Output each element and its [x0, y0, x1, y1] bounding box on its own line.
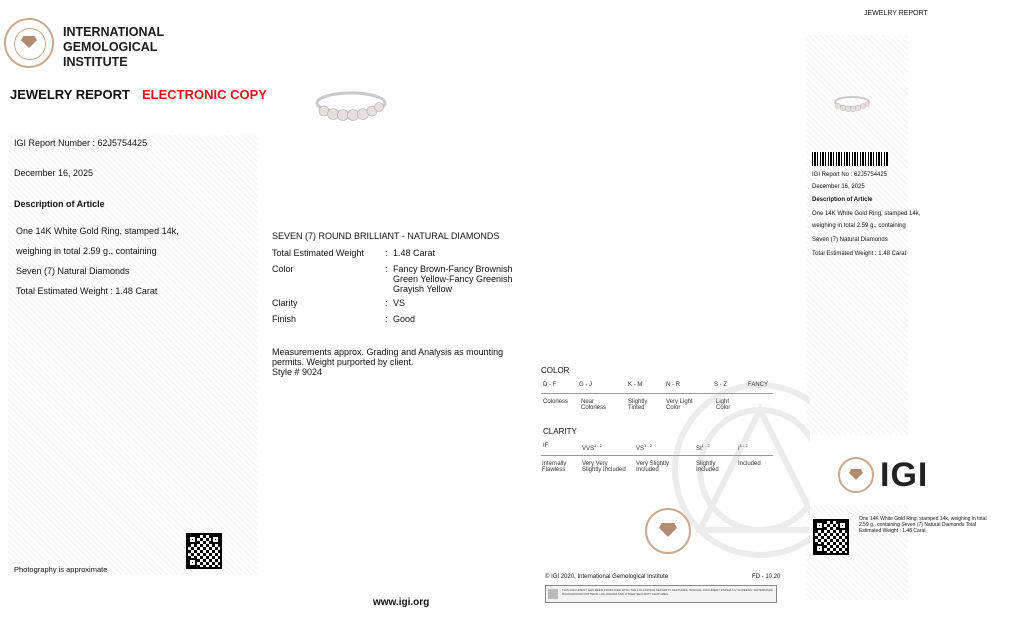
photo-note: Photography is approximate	[14, 565, 108, 574]
color-desc-slightly-tinted: Slightly Tinted	[628, 399, 648, 411]
color-scale-title: COLOR	[541, 366, 570, 375]
right-description-line-3: Seven (7) Natural Diamonds	[812, 237, 888, 243]
report-number: IGI Report Number : 62J5754425	[14, 138, 148, 148]
clarity-grade-if: IF	[543, 443, 549, 449]
color-desc-very-light: Very Light Color	[666, 399, 693, 411]
org-line-2: GEMOLOGICAL	[63, 40, 158, 54]
clarity-desc-si: Slightly Included	[696, 461, 719, 473]
clarity-value: VS	[393, 298, 406, 308]
ring-photo	[312, 86, 390, 124]
report-type: JEWELRY REPORT	[10, 87, 130, 102]
clarity-grade-vvs: VVS$^{1 - 2}$	[582, 443, 603, 452]
clarity-desc-vs: Very Slightly Included	[636, 461, 670, 473]
org-line-1: INTERNATIONAL	[63, 25, 165, 39]
clarity-desc-vvs: Very Very Slightly Included	[582, 461, 626, 473]
color-scale-divider	[541, 393, 773, 394]
clarity-scale-divider	[541, 455, 773, 456]
igi-seal-center	[645, 508, 691, 554]
clarity-colon: :	[385, 298, 388, 308]
barcode	[812, 152, 888, 166]
color-grade-g-j: G - J	[579, 382, 592, 388]
organization-name	[63, 25, 164, 70]
description-heading: Description of Article	[14, 199, 105, 209]
clarity-label: Clarity	[272, 298, 298, 308]
form-code: FD - 10.20	[752, 574, 781, 580]
color-colon: :	[385, 264, 388, 274]
color-desc-colorless: Colorless	[543, 399, 569, 405]
description-line-4: Total Estimated Weight : 1.48 Carat	[16, 286, 158, 296]
weight-value: 1.48 Carat	[393, 248, 436, 258]
right-ring-photo	[832, 93, 872, 115]
right-description-line-2: weighing in total 2.59 g., containing	[812, 223, 906, 229]
color-grade-k-m: K - M	[628, 382, 643, 388]
copyright: © IGI 2020, International Gemological Institute	[545, 574, 669, 580]
igi-logo-text: IGI	[880, 456, 929, 494]
finish-colon: :	[385, 314, 388, 324]
color-grade-fancy: FANCY	[748, 382, 769, 388]
right-date: December 16, 2025	[812, 184, 865, 190]
style-number: Style # 9024	[272, 367, 323, 377]
security-note: THIS DOCUMENT HAS BEEN PRODUCED WITH THE FOLLOWING SECURITY FEATURES. SPECIAL DOCUMENT PAPER, UV SCREENS, WATERMARK BACKGROUND PATTERN, HOLOGRAM AND OTHER SECURITY FEATURES.	[562, 588, 773, 596]
color-desc-near-colorless: Near Colorless	[581, 399, 607, 411]
report-date: December 16, 2025	[14, 168, 94, 178]
measurements-line-2: permits. Weight purported by client.	[272, 357, 414, 367]
right-report-number: IGI Report No : 62J5754425	[812, 172, 888, 178]
finish-value: Good	[393, 314, 416, 324]
weight-label: Total Estimated Weight	[272, 248, 364, 258]
electronic-copy-label: ELECTRONIC COPY	[142, 87, 267, 102]
color-grade-s-z: S - Z	[714, 382, 727, 388]
qr-code[interactable]	[186, 533, 222, 569]
website-link[interactable]: www.igi.org	[373, 597, 430, 608]
color-value: Fancy Brown-Fancy Brownish Green Yellow-Fancy Greenish Grayish Yellow	[393, 264, 513, 294]
right-description-line-4: Total Estimated Weight : 1.48 Carat	[812, 251, 907, 257]
description-line-3: Seven (7) Natural Diamonds	[16, 266, 130, 276]
right-description-heading: Description of Article	[812, 197, 873, 203]
clarity-grade-i: $I^{1 - 2}$	[738, 443, 748, 452]
measurements-note	[272, 347, 503, 377]
igi-logo-seal	[838, 457, 874, 493]
color-label: Color	[272, 264, 294, 274]
description-line-2: weighing in total 2.59 g., containing	[16, 246, 157, 256]
security-strip	[545, 585, 777, 603]
org-line-3: INSTITUTE	[63, 55, 128, 69]
clarity-desc-if: Internally Flawless	[542, 461, 567, 473]
right-small-description: One 14K White Gold Ring, stamped 14k, weighing in total 2.59 g., containing Seven (7) Natural Diamonds Total Estimated Weight : 1.48 Carat	[859, 516, 987, 534]
clarity-grade-vs: VS$^{1 - 2}$	[636, 443, 653, 452]
stone-heading: SEVEN (7) ROUND BRILLIANT - NATURAL DIAMONDS	[272, 231, 500, 241]
right-report-type: JEWELRY REPORT	[864, 10, 928, 17]
clarity-desc-i: Included	[738, 461, 761, 467]
color-grade-d-f: D - F	[543, 382, 557, 388]
measurements-line-1: Measurements approx. Grading and Analysis as mounting	[272, 347, 504, 357]
right-qr-code[interactable]	[813, 519, 849, 555]
description-line-1: One 14K White Gold Ring, stamped 14k,	[16, 226, 179, 236]
weight-colon: :	[385, 248, 388, 258]
clarity-scale-title: CLARITY	[543, 427, 577, 436]
color-desc-light: Light Color	[716, 399, 731, 411]
clarity-grade-si: SI$^{1 - 2}$	[696, 443, 710, 452]
igi-seal-logo	[4, 18, 54, 68]
right-description-line-1: One 14K White Gold Ring, stamped 14k,	[812, 211, 921, 217]
color-grade-n-r: N - R	[666, 382, 680, 388]
finish-label: Finish	[272, 314, 297, 324]
